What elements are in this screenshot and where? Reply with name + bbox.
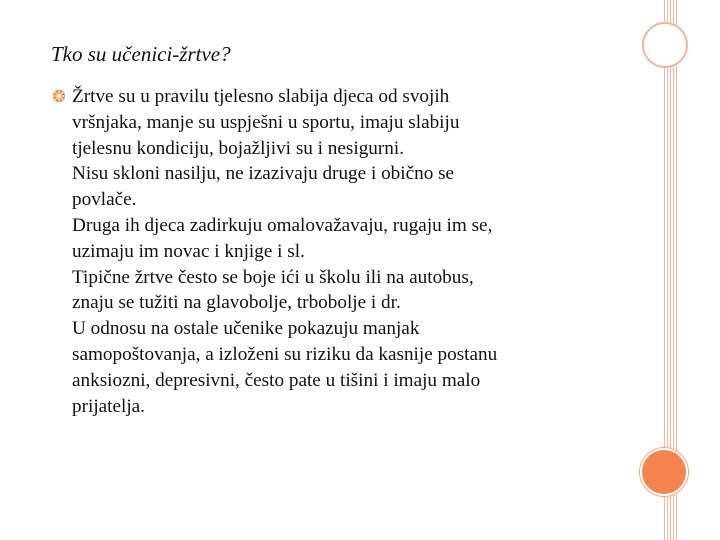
paragraph-line: povlače.: [72, 189, 137, 211]
slide-title: Tko su učenici-žrtve?: [51, 42, 231, 66]
paragraph-line: Nisu skloni nasilju, ne izazivaju druge i obično se: [72, 163, 455, 185]
paragraph-line: znaju se tužiti na glavobolje, trbobolje i dr.: [72, 292, 401, 314]
sun-bullet-icon: [52, 89, 66, 103]
paragraph-line: tjelesnu kondiciju, bojažljivi su i nesigurni.: [72, 137, 405, 159]
paragraph-line: samopoštovanja, a izloženi su riziku da kasnije postanu: [72, 343, 498, 365]
paragraph-line: uzimaju im novac i knjige i sl.: [72, 240, 305, 262]
paragraph-line: Žrtve su u pravilu tjelesno slabija djeca od svojih: [72, 86, 450, 107]
paragraph-line: Druga ih djeca zadirkuju omalovažavaju, rugaju im se,: [72, 214, 493, 236]
decorative-orange-dot: [642, 450, 686, 494]
paragraph-line: U odnosu na ostale učenike pokazuju manjak: [72, 318, 420, 340]
paragraph-line: vršnjaka, manje su uspješni u sportu, imaju slabiju: [72, 111, 460, 133]
decorative-ring: [642, 22, 688, 68]
bullet-paragraph: [72, 84, 632, 419]
paragraph-line: anksiozni, depresivni, često pate u tišini i imaju malo: [72, 369, 481, 391]
paragraph-line: prijatelja.: [72, 395, 145, 417]
paragraph-line: Tipične žrtve često se boje ići u školu ili na autobus,: [72, 266, 474, 288]
bullet-item: [52, 84, 632, 419]
